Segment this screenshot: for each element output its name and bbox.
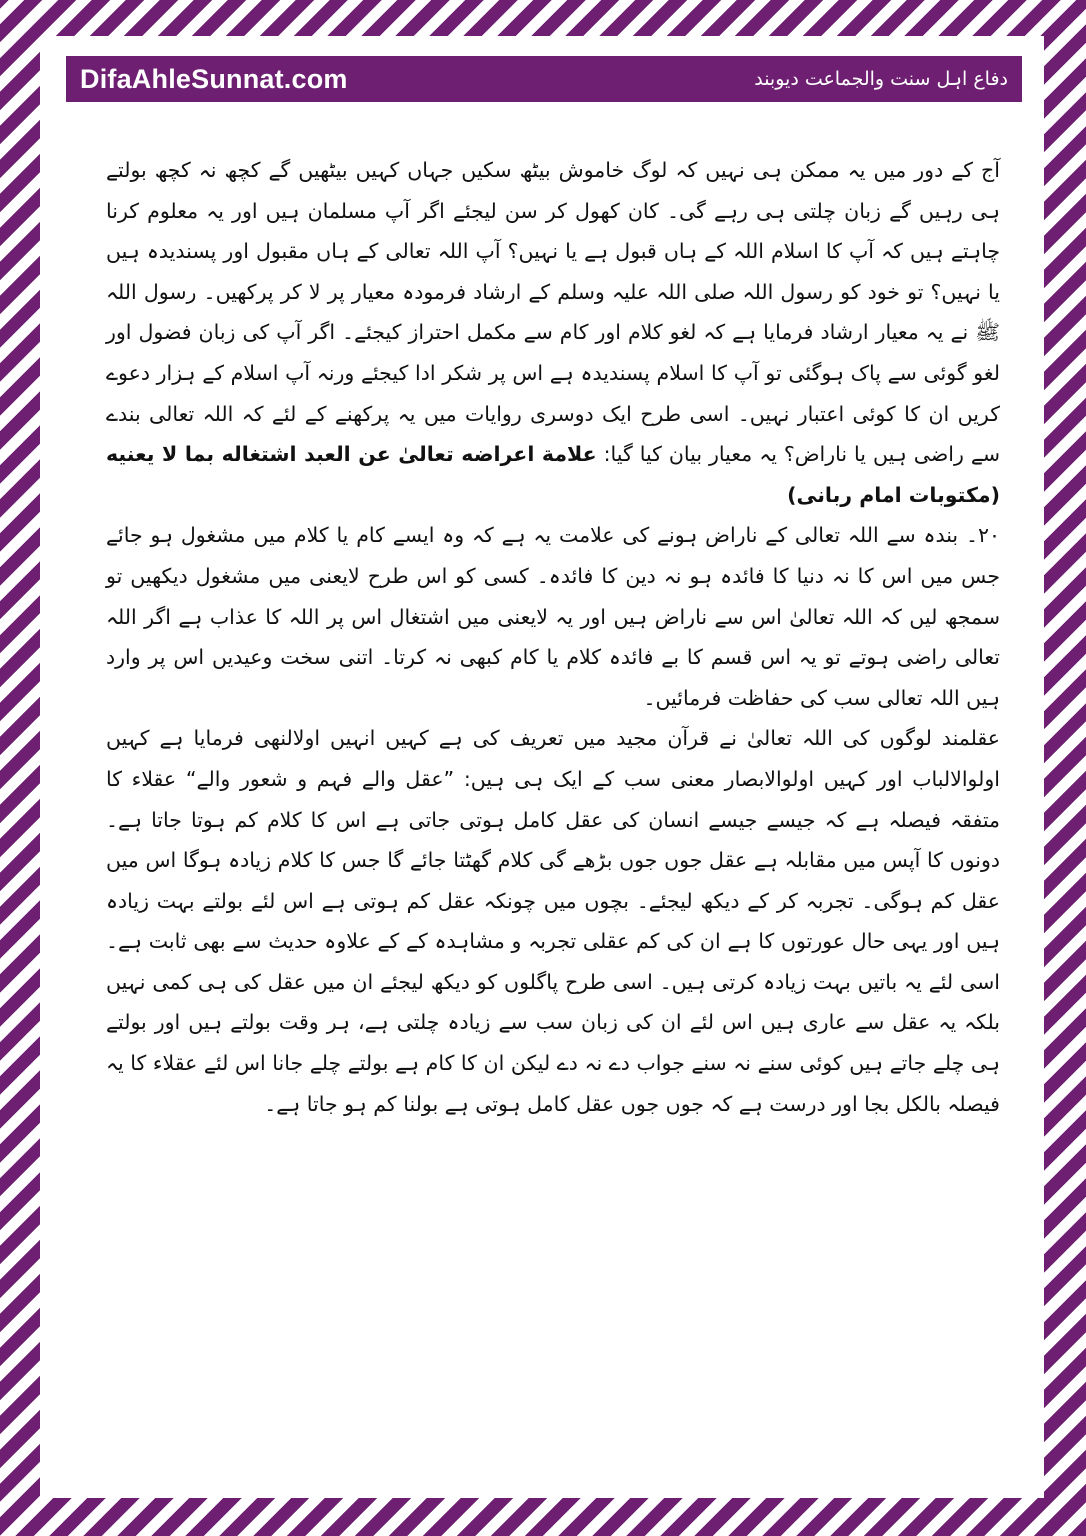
header-bar: [66, 56, 1022, 102]
site-name: DifaAhleSunnat.com: [80, 64, 348, 94]
header-title: دفاع اہل سنت والجماعت دیوبند: [754, 68, 1008, 90]
paragraph-1: [106, 150, 1000, 515]
arabic-quote: علامة اعراضه تعالیٰ عن العبد اشتغاله بما لا يعنيه (مكتوبات امام ربانی): [106, 442, 1000, 507]
page: [40, 36, 1044, 1498]
paragraph-1-text: آج کے دور میں یہ ممکن ہی نہیں کہ لوگ خاموش بیٹھ سکیں جہاں کہیں بیٹھیں گے کچھ نہ کچھ بولتے ہی رہیں گے زبان چلتی ہی رہے گی۔ کان کھول کر سن لیجئے اگر آپ مسلمان ہیں اور یہ معلوم کرنا چاہتے ہیں کہ آپ کا اسلام اللہ کے ہاں قبول ہے یا نہیں؟ آپ اللہ تعالی کے ہاں مقبول اور پسندیدہ ہیں یا نہیں؟ تو خود کو رسول اللہ صلی اللہ علیہ وسلم کے ارشاد فرمودہ معیار پر لا کر پرکھیں۔ رسول اللہ ﷺ نے یہ معیار ارشاد فرمایا ہے کہ لغو کلام اور کام سے مکمل احتراز کیجئے۔ اگر آپ کی زبان فضول اور لغو گوئی سے پاک ہوگئی تو آپ کا اسلام پسندیدہ ہے اس پر شکر ادا کیجئے ورنہ آپ اسلام کے ہزار دعوے کریں ان کا کوئی اعتبار نہیں۔ اسی طرح ایک دوسری روایات میں یہ پرکھنے کے لئے کہ اللہ تعالی بندے سے راضی ہیں یا ناراض؟ یہ معیار بیان کیا گیا:: [106, 158, 1001, 467]
paragraph-3: عقلمند لوگوں کی اللہ تعالیٰ نے قرآن مجید میں تعریف کی ہے کہیں انہیں اولالنھی فرمایا ہے کہیں اولوالالباب اور کہیں اولوالابصار معنی سب کے ایک ہی ہیں: ”عقل والے فہم و شعور والے“ عقلاء کا متفقہ فیصلہ ہے کہ جیسے جیسے انسان کی عقل کامل ہوتی جاتی ہے اس کا کلام کم ہوتا جاتا ہے۔ دونوں کا آپس میں مقابلہ ہے عقل جوں جوں بڑھے گی کلام گھٹتا جائے گا جس کا کلام زیادہ ہوگا اس میں عقل کم ہوگی۔ تجربہ کر کے دیکھ لیجئے۔ بچوں میں چونکہ عقل کم ہوتی ہے اس لئے بولتے بہت زیادہ ہیں اور یہی حال عورتوں کا ہے ان کی کم عقلی تجربہ و مشاہدہ کے کے علاوہ حدیث سے بھی ثابت ہے۔ اسی لئے یہ باتیں بہت زیادہ کرتی ہیں۔ اسی طرح پاگلوں کو دیکھ لیجئے ان میں عقل کی ہی کمی نہیں بلکہ یہ عقل سے عاری ہیں اس لئے ان کی زبان سب سے زیادہ چلتی ہے، ہر وقت بولتے ہیں اور بولتے ہی چلے جاتے ہیں کوئی سنے نہ سنے جواب دے نہ دے لیکن ان کا کام ہے بولتے چلے جانا اس لئے عقلاء کا یہ فیصلہ بالکل بجا اور درست ہے کہ جوں جوں عقل کامل ہوتی ہے بولنا کم ہو جاتا ہے۔: [106, 726, 1000, 1116]
article-body: [106, 150, 1000, 1124]
paragraph-2: ۲۰۔ بندہ سے اللہ تعالی کے ناراض ہونے کی علامت یہ ہے کہ وہ ایسے کام یا کلام میں مشغول ہو جائے جس میں اس کا نہ دنیا کا فائدہ ہو نہ دین کا فائدہ۔ کسی کو اس طرح لایعنی میں مشغول دیکھیں تو سمجھ لیں کہ اللہ تعالیٰ اس سے ناراض ہیں اور یہ لایعنی میں اشتغال اس پر اللہ کا عذاب ہے اگر اللہ تعالی راضی ہوتے تو یہ اس قسم کا بے فائدہ کلام یا کام کبھی نہ کرتا۔ اتنی سخت وعیدیں اس پر وارد ہیں اللہ تعالی سب کی حفاظت فرمائیں۔: [106, 523, 1000, 710]
